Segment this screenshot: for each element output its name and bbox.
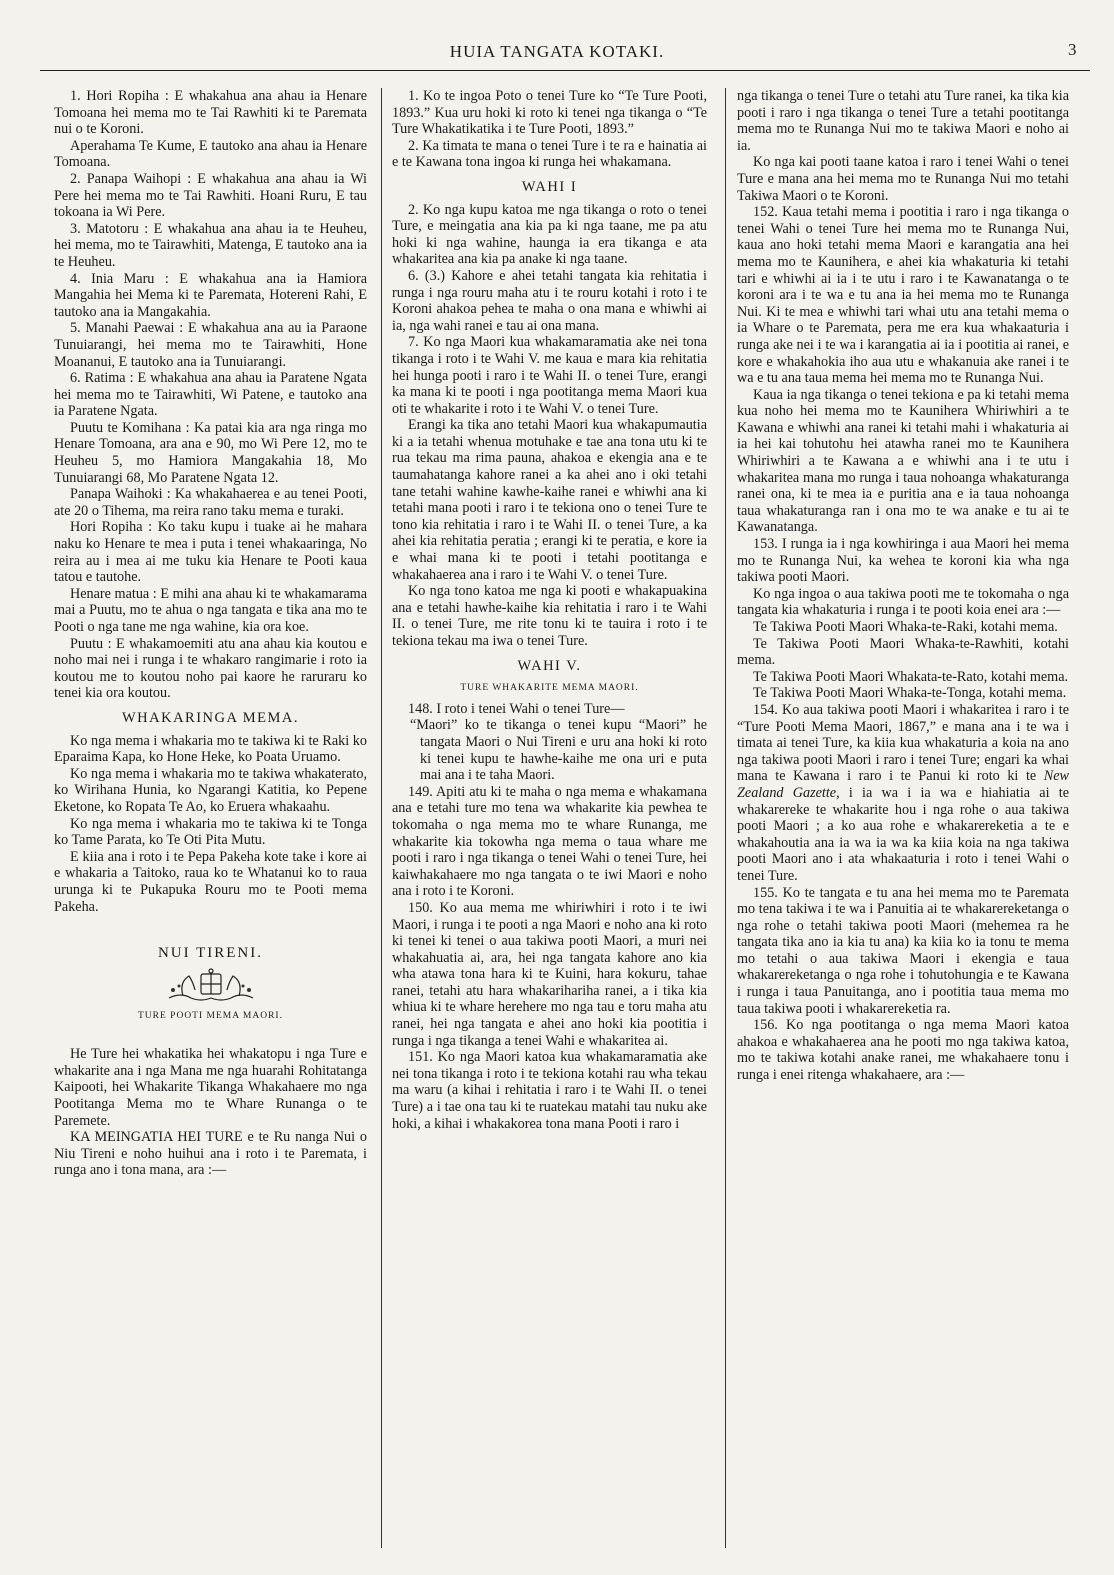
page-number: 3 xyxy=(1068,40,1077,59)
paragraph: 2. Panapa Waihopi : E whakahua ana ahau ia Wi Pere hei mema mo te Tai Rawhiti. Hoani Ruru, E tau tokoana ia Wi Pere. xyxy=(54,170,367,221)
definition-paragraph: “Maori” ko te tikanga o tenei kupu “Maori” he tangata Maori o Nui Tireni e uru ana hoki ki roto ki tenei kupu te hawhe-kaihe me ona uri e puta mai ana i te taha Maori. xyxy=(410,717,707,784)
paragraph: Ko nga ingoa o aua takiwa pooti me te tokomaha o nga tangata kia whakaturia i runga i te pooti koia enei ara :— xyxy=(737,585,1069,619)
paragraph: Hori Ropiha : Ko taku kupu i tuake ai he mahara naku ko Henare te mea i puta i tenei whakaaringa, No reira au i mea ai me tuku kia Henare te Pooti kaua tatou e tautohe. xyxy=(54,519,367,586)
page-header-title: HUIA TANGATA KOTAKI. xyxy=(449,42,665,61)
paragraph: 149. Apiti atu ki te maha o nga mema e whakamana ana e tetahi ture mo tena wa whakarite kia pewhea te tokomaha o nga mema mo te whare Runanga, me whakarite kia tokowha nga mema o taua whare me pooti i raro i nga tikanga o tenei Wahi o tenei Ture, hei kaiwhakahaere mo nga tangata o te iwi Maori e noho ana i roto i te Koroni. xyxy=(392,783,707,900)
paragraph: 2. Ka timata te mana o tenei Ture i te ra e hainatia ai e te Kawana tona ingoa ki runga hei whakamana. xyxy=(392,137,707,171)
column-left xyxy=(54,88,367,1179)
paragraph: 153. I runga ia i nga kowhiringa i aua Maori hei mema mo te Runanga Nui, ka wehea te koroni kia wha nga takiwa pooti Maori. xyxy=(737,536,1069,586)
paragraph: Ko nga tono katoa me nga ki pooti e whakapuakina ana e tetahi hawhe-kaihe kia rehitatia i raro i te Wahi II. o tenei Ture, me rite tonu ki te tauira i roto i te tekiona tekau ma iwa o tenei Ture. xyxy=(392,583,707,649)
paragraph: Erangi ka tika ano tetahi Maori kua whakapumautia ki a ia tetahi whenua motuhake e tae ana tona utu ki te rua tekau ma rima pauna, ahakoa e ekengia ana e te taumahatanga kahore ranei a ka ahei ano i oki tetahi tane tetahi wahine kawhe-kaihe ranei e whiwhi ana ki tetahi mana pooti i raro i te tekiona ono o tenei Ture te tono kia rehitatia i raro i te Wahi II. o tenei Ture, a ka ahei kia rehitatia peratia ; erangi ki te peratia, e kore ia e whai mana ki te pooti i tetahi pootitanga e whakahaerea ana i raro i te Wahi V. o tenei Ture. xyxy=(392,417,707,583)
gazette-title: New Zealand Gazette, xyxy=(737,768,1069,801)
paragraph: 4. Inia Maru : E whakahua ana ia Hamiora Mangahia hei Mema ki te Paremata, Hotereni Rahi, E tautoko ana ia Mangakahia. xyxy=(54,270,367,320)
paragraph: nga tikanga o tenei Ture o tetahi atu Ture ranei, ka tika kia pooti i raro i nga tikanga o tenei Ture a tetahi pootitanga mema mo te Runanga Nui mo te takiwa Maori e noho ai ia. xyxy=(737,88,1069,154)
section-heading: WAHI I xyxy=(521,178,578,195)
paragraph: 1. Ko te ingoa Poto o tenei Ture ko “Te Ture Pooti, 1893.” Kua uru hoki ki roto ki tenei nga tikanga o “Te Ture Whakatikatika i te Ture Pooti, 1893.” xyxy=(392,88,707,138)
paragraph: Ko nga mema i whakaria mo te takiwa ki te Raki ko Eparaima Kapa, ko Hone Heke, ko Poata Uruamo. xyxy=(54,732,367,766)
paragraph: 3. Matotoru : E whakahua ana ahau ia te Heuheu, hei mema, mo te Tairawhiti, Matenga, E tautoko ana ia te Heuheu. xyxy=(54,220,367,270)
paragraph: 156. Ko nga pootitanga o nga mema Maori katoa ahakoa e whakahaerea ana he pooti mo nga takiwa katoa, mo te takiwa kotahi anake ranei, me whakahaere tonu i runga i enei ritenga whakahaere, ara :— xyxy=(737,1017,1069,1084)
column-divider xyxy=(381,88,382,1548)
list-item: Te Takiwa Pooti Maori Whaka-te-Tonga, kotahi mema. xyxy=(753,685,1067,702)
paragraph: 148. I roto i tenei Wahi o tenei Ture— xyxy=(408,700,625,717)
column-right xyxy=(737,88,1069,1084)
list-item: Te Takiwa Pooti Maori Whaka-te-Rawhiti, kotahi mema. xyxy=(737,635,1069,669)
section-subheading: TURE WHAKARITE MEMA MAORI. xyxy=(460,683,639,694)
paragraph: Panapa Waihoki : Ka whakahaerea e au tenei Pooti, ate 20 o Tihema, ma reira rano taku mema e turaki. xyxy=(54,486,367,519)
paragraph: Kaua ia nga tikanga o tenei tekiona e pa ki tetahi mema kua noho hei mema mo te Kaunihera Whiriwhiri a te Kawana e whiwhi ana ranei ki tetahi mahi i whakaturia ai ia hei kai tohutohu hei atawha ranei mo te Kaunihera Whiriwhiri a te Kawana a e whiwhi ana i te utu i whakaritea mana mo runga i taua nohoanga whakaturanga ranei ona, ki te mea ia e puritia ana e ia taua nohoanga taua whakaturanga ran i ona mo te wa anake e tu ai te Kawanatanga. xyxy=(737,386,1069,536)
list-item: Te Takiwa Pooti Maori Whaka-te-Raki, kotahi mema. xyxy=(753,619,1058,635)
paragraph: 6. (3.) Kahore e ahei tetahi tangata kia rehitatia i runga i nga rouru maha atu i te rouru kotahi i roto i te Koroni ahakoa pehea te maha o ona mana e whiwhi ai ia, nga wahi ranei e tau ai ona mana. xyxy=(392,267,707,334)
paragraph: 150. Ko aua mema me whiriwhiri i roto i te iwi Maori, i runga i te pooti a nga Maori e noho ana ki roto ki tenei ki tenei o aua takiwa pooti Maori, a muri nei whakahuatia ai, ara, hei nga tangata kahore ano kia wha atawa tona hara ki te Kuini, hara kokuru, tahae ranei, tetahi atu hara whakarihariha ranei, a i tika kia whiua ki te whare herehere mo nga tau e toru maha atu ranei, hei nga tangata e ahei ano hoki kia pootitia i runga i nga tikanga a tenei Wahi e whakaritea ai. xyxy=(392,899,707,1049)
section-heading: NUI TIRENI. xyxy=(157,945,264,962)
section-heading: WHAKARINGA MEMA. xyxy=(121,709,300,726)
paragraph xyxy=(737,702,1069,885)
paragraph: 6. Ratima : E whakahua ana ahau ia Paratene Ngata hei mema mo te Tairawhiti, Wi Patene, e tautoko ana ia Paratene Ngata. xyxy=(54,370,367,420)
column-divider xyxy=(725,88,726,1548)
paragraph: 1. Hori Ropiha : E whakahua ana ahau ia Henare Tomoana hei mema mo te Tai Rawhiti ki te Paremata nui o te Koroni. xyxy=(54,88,367,138)
header-rule xyxy=(40,70,1090,71)
paragraph: Aperahama Te Kume, E tautoko ana ahau ia Henare Tomoana. xyxy=(54,137,367,171)
list-item: Te Takiwa Pooti Maori Whakata-te-Rato, kotahi mema. xyxy=(753,668,1069,685)
paragraph: Puutu : E whakamoemiti atu ana ahau kia koutou e noho mai nei i runga i te whakaro rangimarie i roto ia koutou me to koutou noho pai kaore he raruraru ko tenei kia ora koutou. xyxy=(54,635,367,702)
text-run: i ia wa i ia wa e hiahiatia ai te whakarereke te whakarite hou i nga rohe o aua takiwa pooti Maori ; a ko aua rohe e whakarereketia a te e whakahoutia ana ia wa ia wa ka kiia koia na nga takiwa pooti Maori ano i ata whakaaturia i roto i tenei Wahi o tenei Ture. xyxy=(737,784,1069,884)
paragraph: E kiia ana i roto i te Pepa Pakeha kote take i kore ai e whakaria a Taitoko, raua ko te Whatanui ko to raua urunga ki te Pukapuka Rouru mo te Pooti mema Pakeha. xyxy=(54,848,367,915)
text-run: 154. Ko aua takiwa pooti Maori i whakaritea i raro i te “Ture Pooti Mema Maori, 1867,” e mana ana i te wa i timata ai tenei Ture, ka kiia kua whakaturia a koia na ano nga takiwa pooti Maori i raro i tenei Ture; engari ka whai mana te Kawana i raro i te Panui ki roto ki te xyxy=(737,701,1069,785)
paragraph: 5. Manahi Paewai : E whakahua ana au ia Paraone Tunuiarangi, hei mema mo te Tairawhiti, Hone Moananui, E tautoko ana ia Tunuiarangi. xyxy=(54,320,367,370)
coat-of-arms-icon xyxy=(161,968,261,1004)
paragraph: Ko nga kai pooti taane katoa i raro i tenei Wahi o tenei Ture e mana ana hei mema mo te Runanga Nui mo tetahi Takiwa Maori o te Koroni. xyxy=(737,154,1069,204)
paragraph: 155. Ko te tangata e tu ana hei mema mo te Paremata mo tena takiwa i te wa i Panuitia ai te whakarereketanga o nga rohe o tetahi takiwa pooti Maori (mehemea ra he tangata tika ano ia kia tu ana) ka kiia ko ia tonu te mema mo tetahi o aua takiwa Maori i ekengia e taua whakarereketanga o nga rohe i tohutohungia e te Kawana i runga i taua Panuitanga, ano i pootitia taua mema mo taua takiwa pooti i whakarereketia ra. xyxy=(737,884,1069,1017)
section-heading: WAHI V. xyxy=(517,657,582,674)
paragraph: KA MEINGATIA HEI TURE e te Ru nanga Nui o Niu Tireni e noho huihui ana i roto i te Paremata, i runga ano i tona mana, ara :— xyxy=(54,1129,367,1179)
paragraph: 7. Ko nga Maori kua whakamaramatia ake nei tona tikanga i roto i te Wahi V. me kaua e mara kia rehitatia hei hunga pooti i raro i te Wahi II. o tenei Ture, erangi ka mana ki te pooti i nga pootitanga mema Maori kua oti te whakarite i roto i te Wahi V. o tenei Ture. xyxy=(392,334,707,417)
section-subheading: TURE POOTI MEMA MAORI. xyxy=(138,1010,283,1021)
paragraph: Ko nga mema i whakaria mo te takiwa whakaterato, ko Wirihana Hunia, ko Ngarangi Katitia, ko Pepene Eketone, ko Ropata Te Ao, ko Eruera whakaahu. xyxy=(54,765,367,815)
paragraph: Puutu te Komihana : Ka patai kia ara nga ringa mo Henare Tomoana, ara ana e 90, mo Wi Pere 12, mo te Heuheu 5, mo Hamiora Mangakahia 18, Mo Tunuiarangi 68, Mo Paratene Ngata 12. xyxy=(54,419,367,486)
paragraph: Henare matua : E mihi ana ahau ki te whakamarama mai a Puutu, mo te ahua o nga tangata e tika ana mo te Pooti o nga tane me nga wahine, kia ora koe. xyxy=(54,585,367,635)
paragraph: 152. Kaua tetahi mema i pootitia i raro i nga tikanga o tenei Wahi o tenei Ture hei mema mo te Runanga Nui, kaua ano hoki tetahi mema Maori e karangatia ana hei mema mo te Kaunihera, e ahei kia whakaturia ki tetahi tari e whiwhi ai ia i te utu i raro i te Kawanatanga o te koroni ara i te wa e tu ana ia hei mema mo te Runanga Nui. Ki te mea e whiwhi tari whai utu ana tetahi mema o ia Whare o te Paremata, pera me era kua whakaaturia i runga ake nei i te wa i karangatia ai ia i pootitia ai ranei, e kore e whakahokia iho aua utu e whakanuia ake ranei i te wa e tu ana taua mema hei mema mo te Runanga Nui. xyxy=(737,204,1069,387)
paragraph: He Ture hei whakatika hei whakatopu i nga Ture e whakarite ana i nga Mana me nga huarahi Rohitatanga Kaipooti, hei Whakarite Tikanga Whakahaere mo nga Pootitanga Mema mo te Whare Runanga o te Paremete. xyxy=(54,1046,367,1129)
paragraph: 2. Ko nga kupu katoa me nga tikanga o roto o tenei Ture, e meingatia ana kia pa ki nga taane, me pa atu hoki ki nga wahine, haunga ia era tikanga e ata whakaritea ana kia pa anake ki nga taane. xyxy=(392,201,707,268)
paragraph: 151. Ko nga Maori katoa kua whakamaramatia ake nei tona tikanga i roto i te tekiona kotahi rau wha tekau ma waru (a kihai i rehitatia i raro i te Wahi II. o tenei Ture) a i tae ona tau ki te ruatekau matahi tau nuku ake hoki, a kihai i whakakorea tona mana Pooti i raro i xyxy=(392,1049,707,1132)
column-middle xyxy=(392,88,707,1132)
paragraph: Ko nga mema i whakaria mo te takiwa ki te Tonga ko Tame Parata, ko Te Oti Pita Mutu. xyxy=(54,815,367,849)
